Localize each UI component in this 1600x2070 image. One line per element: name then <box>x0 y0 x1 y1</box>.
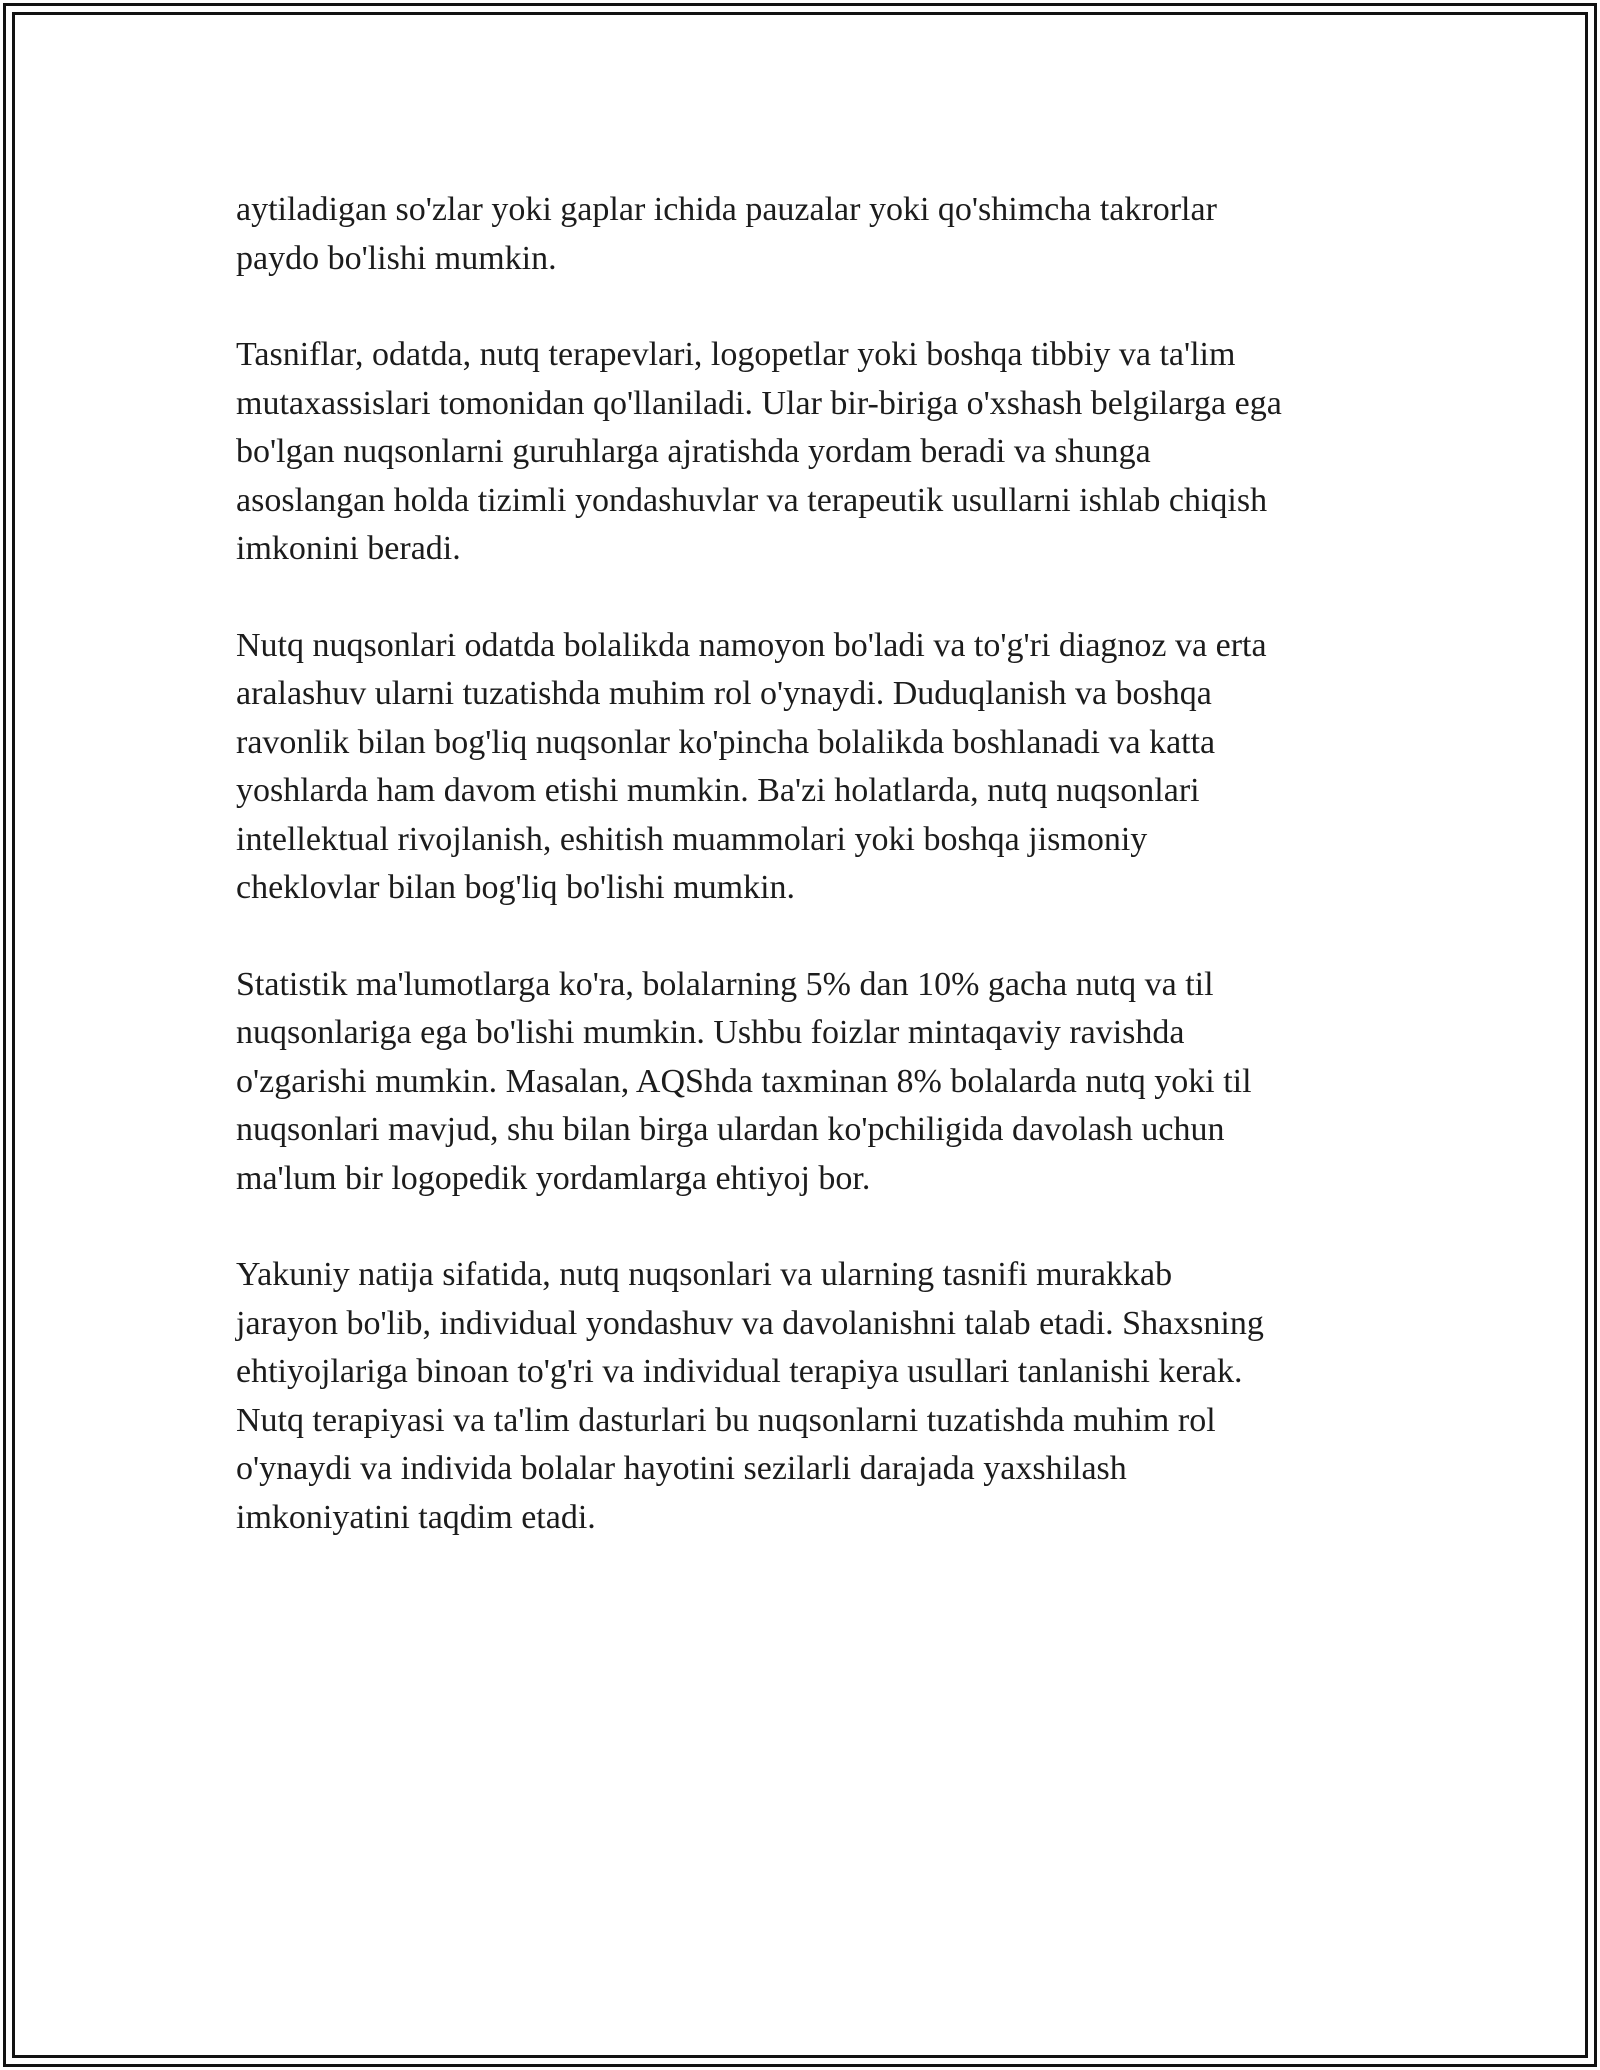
paragraph-continuation: aytiladigan so'zlar yoki gaplar ichida pauzalar yoki qo'shimcha takrorlar paydo bo'lishi mumkin. <box>236 191 1217 277</box>
document-body <box>236 186 1386 1590</box>
paragraph-childhood-onset: Nutq nuqsonlari odatda bolalikda namoyon bo'ladi va to'g'ri diagnoz va erta aralashuv ularni tuzatishda muhim rol o'ynaydi. Duduqlanish va boshqa ravonlik bilan bog'liq nuqsonlar ko'pincha bolalikda boshlanadi va katta yoshlarda ham davom etishi mumkin. Ba'zi holatlarda, nutq nuqsonlari intellektual rivojlanish, eshitish muammolari yoki boshqa jismoniy cheklovlar bilan bog'liq bo'lishi mumkin. <box>236 626 1267 906</box>
paragraph-conclusion: Yakuniy natija sifatida, nutq nuqsonlari va ularning tasnifi murakkab jarayon bo'lib, individual yondashuv va davolanishni talab etadi. Shaxsning ehtiyojlariga binoan to'g'ri va individual terapiya usullari tanlanishi kerak. Nutq terapiyasi va ta'lim dasturlari bu nuqsonlarni tuzatishda muhim rol o'ynaydi va individa bolalar hayotini sezilarli darajada yaxshilash imkoniyatini taqdim etadi. <box>236 1256 1264 1536</box>
paragraph-classifications: Tasniflar, odatda, nutq terapevlari, logopetlar yoki boshqa tibbiy va ta'lim mutaxassislari tomonidan qo'llaniladi. Ular bir-biriga o'xshash belgilarga ega bo'lgan nuqsonlarni guruhlarga ajratishda yordam beradi va shunga asoslangan holda tizimli yondashuvlar va terapeutik usullarni ishlab chiqish imkonini beradi. <box>236 336 1282 567</box>
paragraph-statistics: Statistik ma'lumotlarga ko'ra, bolalarning 5% dan 10% gacha nutq va til nuqsonlariga ega bo'lishi mumkin. Ushbu foizlar mintaqaviy ravishda o'zgarishi mumkin. Masalan, AQShda taxminan 8% bolalarda nutq yoki til nuqsonlari mavjud, shu bilan birga ulardan ko'pchiligida davolash uchun ma'lum bir logopedik yordamlarga ehtiyoj bor. <box>236 965 1252 1197</box>
